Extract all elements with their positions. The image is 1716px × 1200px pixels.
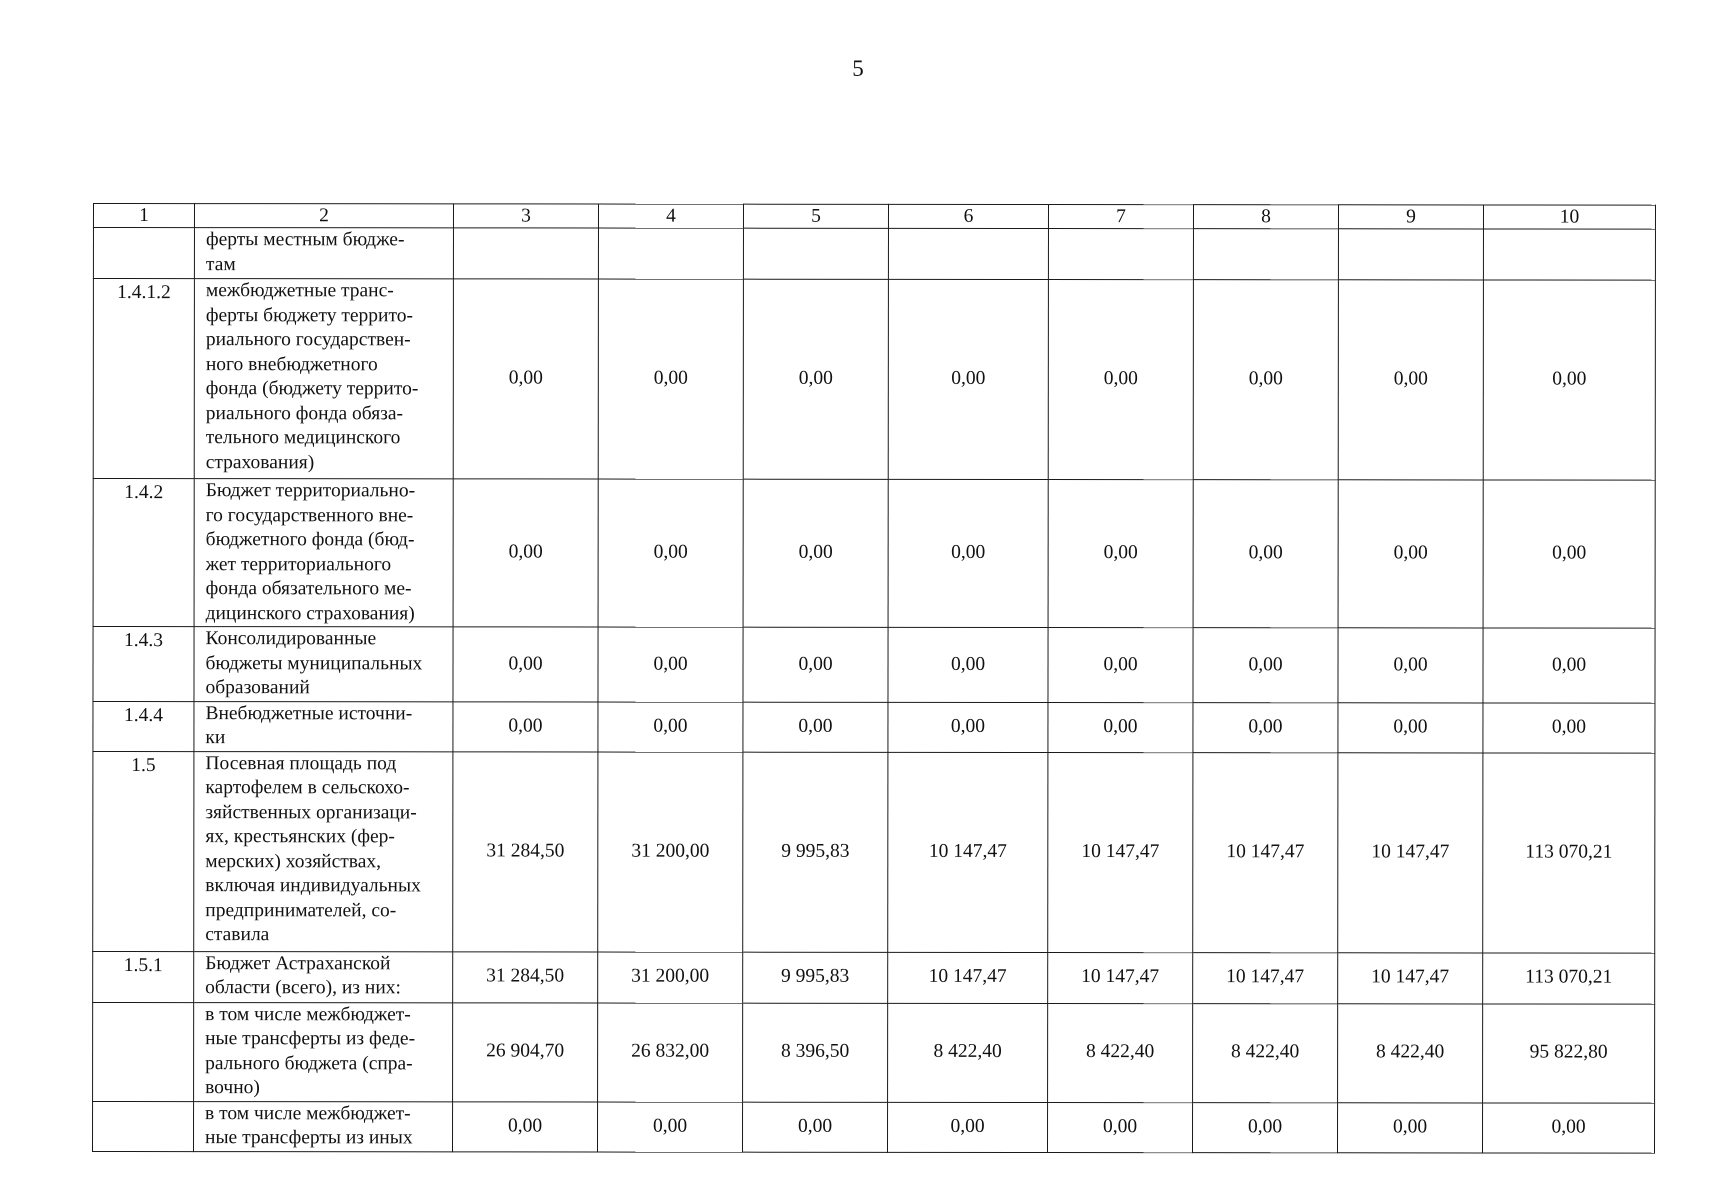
row-value: 10 147,47 bbox=[888, 752, 1048, 952]
header-cell: 9 bbox=[1338, 205, 1483, 229]
row-value: 0,00 bbox=[1483, 702, 1655, 752]
row-value: 0,00 bbox=[598, 627, 743, 702]
row-value: 0,00 bbox=[1048, 702, 1193, 752]
row-value: 0,00 bbox=[1048, 480, 1193, 628]
row-name: Бюджет Астраханской области (всего), из них: bbox=[194, 951, 453, 1002]
row-code bbox=[93, 1101, 194, 1151]
row-value bbox=[743, 228, 888, 279]
row-name: межбюджетные транс- ферты бюджету террито- риального государствен- ного внебюджетного фонда (бюджету террито- риального фонда обяза- тельного медицинского страхования) bbox=[194, 279, 453, 479]
row-value: 0,00 bbox=[743, 702, 888, 752]
row-value: 31 284,50 bbox=[453, 751, 598, 951]
row-value: 26 904,70 bbox=[453, 1002, 598, 1101]
row-value: 9 995,83 bbox=[743, 752, 888, 952]
row-name: Посевная площадь под картофелем в сельскохо- зяйственных организаци- ях, крестьянских (фер- мерских) хозяйствах, включая индивидуальных предпринимателей, со- ставила bbox=[194, 751, 453, 951]
row-value: 0,00 bbox=[743, 279, 888, 479]
row-value: 8 422,40 bbox=[1193, 1003, 1338, 1102]
row-value: 0,00 bbox=[1338, 1102, 1483, 1152]
row-value: 0,00 bbox=[453, 279, 598, 479]
row-value: 10 147,47 bbox=[1193, 752, 1338, 952]
row-value: 10 147,47 bbox=[1048, 752, 1193, 952]
row-code: 1.5.1 bbox=[93, 951, 194, 1002]
row-value: 10 147,47 bbox=[1048, 952, 1193, 1003]
row-value: 0,00 bbox=[743, 1102, 888, 1152]
header-cell: 7 bbox=[1048, 205, 1193, 229]
row-value: 10 147,47 bbox=[1338, 752, 1483, 952]
table-row bbox=[93, 627, 1655, 703]
header-cell: 1 bbox=[93, 204, 194, 228]
table-row bbox=[93, 279, 1655, 481]
row-value: 10 147,47 bbox=[1338, 952, 1483, 1003]
row-value: 0,00 bbox=[1193, 628, 1338, 703]
table-body bbox=[93, 228, 1656, 1153]
row-value: 95 822,80 bbox=[1483, 1003, 1655, 1102]
row-value: 0,00 bbox=[1483, 480, 1655, 628]
row-value: 10 147,47 bbox=[888, 952, 1048, 1003]
header-cell: 8 bbox=[1193, 205, 1338, 229]
row-code bbox=[93, 228, 194, 279]
row-value: 0,00 bbox=[598, 702, 743, 752]
table-row bbox=[93, 951, 1655, 1004]
row-value: 0,00 bbox=[598, 279, 743, 479]
row-name: в том числе межбюджет- ные трансферты из иных bbox=[194, 1101, 453, 1151]
row-name: ферты местным бюдже- там bbox=[194, 228, 453, 279]
row-name: Бюджет территориально- го государственного вне- бюджетного фонда (бюд- жет территориального фонда обязательного ме- дицинского страхования) bbox=[194, 479, 453, 627]
row-name: в том числе межбюджет- ные трансферты из феде- рального бюджета (спра- вочно) bbox=[194, 1002, 453, 1101]
header-cell: 4 bbox=[598, 204, 743, 228]
header-row bbox=[93, 204, 1655, 230]
row-name: Внебюджетные источни- ки bbox=[194, 701, 453, 751]
row-value: 8 422,40 bbox=[1338, 1003, 1483, 1102]
row-value: 0,00 bbox=[1338, 280, 1483, 480]
table-row bbox=[93, 228, 1655, 281]
table-row bbox=[93, 751, 1655, 953]
table-row bbox=[93, 479, 1655, 629]
row-value: 0,00 bbox=[1193, 280, 1338, 480]
row-value bbox=[1338, 229, 1483, 280]
header-cell: 2 bbox=[194, 204, 453, 228]
row-value bbox=[888, 228, 1048, 279]
row-value: 31 284,50 bbox=[453, 951, 598, 1002]
row-value: 0,00 bbox=[888, 279, 1048, 479]
row-value: 0,00 bbox=[743, 479, 888, 627]
row-value bbox=[1193, 229, 1338, 280]
header-cell: 3 bbox=[453, 204, 598, 228]
row-value: 0,00 bbox=[1193, 702, 1338, 752]
row-value: 31 200,00 bbox=[598, 952, 743, 1003]
row-code: 1.4.1.2 bbox=[93, 279, 194, 479]
row-value bbox=[598, 228, 743, 279]
row-value: 0,00 bbox=[888, 627, 1048, 702]
row-name: Консолидированные бюджеты муниципальных образований bbox=[194, 627, 453, 702]
row-value: 0,00 bbox=[1338, 480, 1483, 628]
row-value: 0,00 bbox=[453, 479, 598, 627]
row-value bbox=[1483, 229, 1655, 280]
row-value: 0,00 bbox=[453, 701, 598, 751]
row-value: 0,00 bbox=[598, 1102, 743, 1152]
row-value: 8 422,40 bbox=[1048, 1003, 1193, 1102]
row-code: 1.4.4 bbox=[93, 701, 194, 751]
table-row bbox=[93, 1101, 1655, 1153]
row-code bbox=[93, 1002, 194, 1101]
row-value: 0,00 bbox=[1048, 280, 1193, 480]
row-code: 1.5 bbox=[93, 751, 194, 951]
row-value: 0,00 bbox=[453, 627, 598, 702]
row-value: 0,00 bbox=[1048, 628, 1193, 703]
row-value: 0,00 bbox=[888, 479, 1048, 627]
row-value: 31 200,00 bbox=[598, 752, 743, 952]
row-value: 0,00 bbox=[743, 627, 888, 702]
header-cell: 10 bbox=[1483, 205, 1655, 229]
row-value: 10 147,47 bbox=[1193, 952, 1338, 1003]
row-value bbox=[1048, 229, 1193, 280]
row-value: 0,00 bbox=[453, 1101, 598, 1151]
row-value: 26 832,00 bbox=[598, 1003, 743, 1102]
row-value: 0,00 bbox=[1048, 1102, 1193, 1152]
budget-table bbox=[92, 203, 1656, 1153]
row-value: 0,00 bbox=[1338, 628, 1483, 703]
row-code: 1.4.3 bbox=[93, 627, 194, 702]
row-value: 0,00 bbox=[1193, 1102, 1338, 1152]
row-value: 0,00 bbox=[598, 479, 743, 627]
row-value: 8 396,50 bbox=[743, 1003, 888, 1102]
header-cell: 6 bbox=[888, 204, 1048, 228]
row-value: 0,00 bbox=[888, 1102, 1048, 1152]
row-value: 0,00 bbox=[1193, 480, 1338, 628]
row-value: 0,00 bbox=[1483, 1102, 1655, 1152]
row-value: 0,00 bbox=[1483, 280, 1655, 480]
row-value: 0,00 bbox=[888, 702, 1048, 752]
table-row bbox=[93, 1002, 1655, 1103]
row-value: 0,00 bbox=[1483, 628, 1655, 703]
row-code: 1.4.2 bbox=[93, 479, 194, 627]
row-value: 0,00 bbox=[1338, 702, 1483, 752]
row-value: 8 422,40 bbox=[888, 1003, 1048, 1102]
row-value: 9 995,83 bbox=[743, 952, 888, 1003]
row-value: 113 070,21 bbox=[1483, 952, 1655, 1003]
row-value: 113 070,21 bbox=[1483, 752, 1655, 952]
header-cell: 5 bbox=[743, 204, 888, 228]
table-row bbox=[93, 701, 1655, 753]
page-number: 5 bbox=[852, 56, 864, 81]
row-value bbox=[453, 228, 598, 279]
